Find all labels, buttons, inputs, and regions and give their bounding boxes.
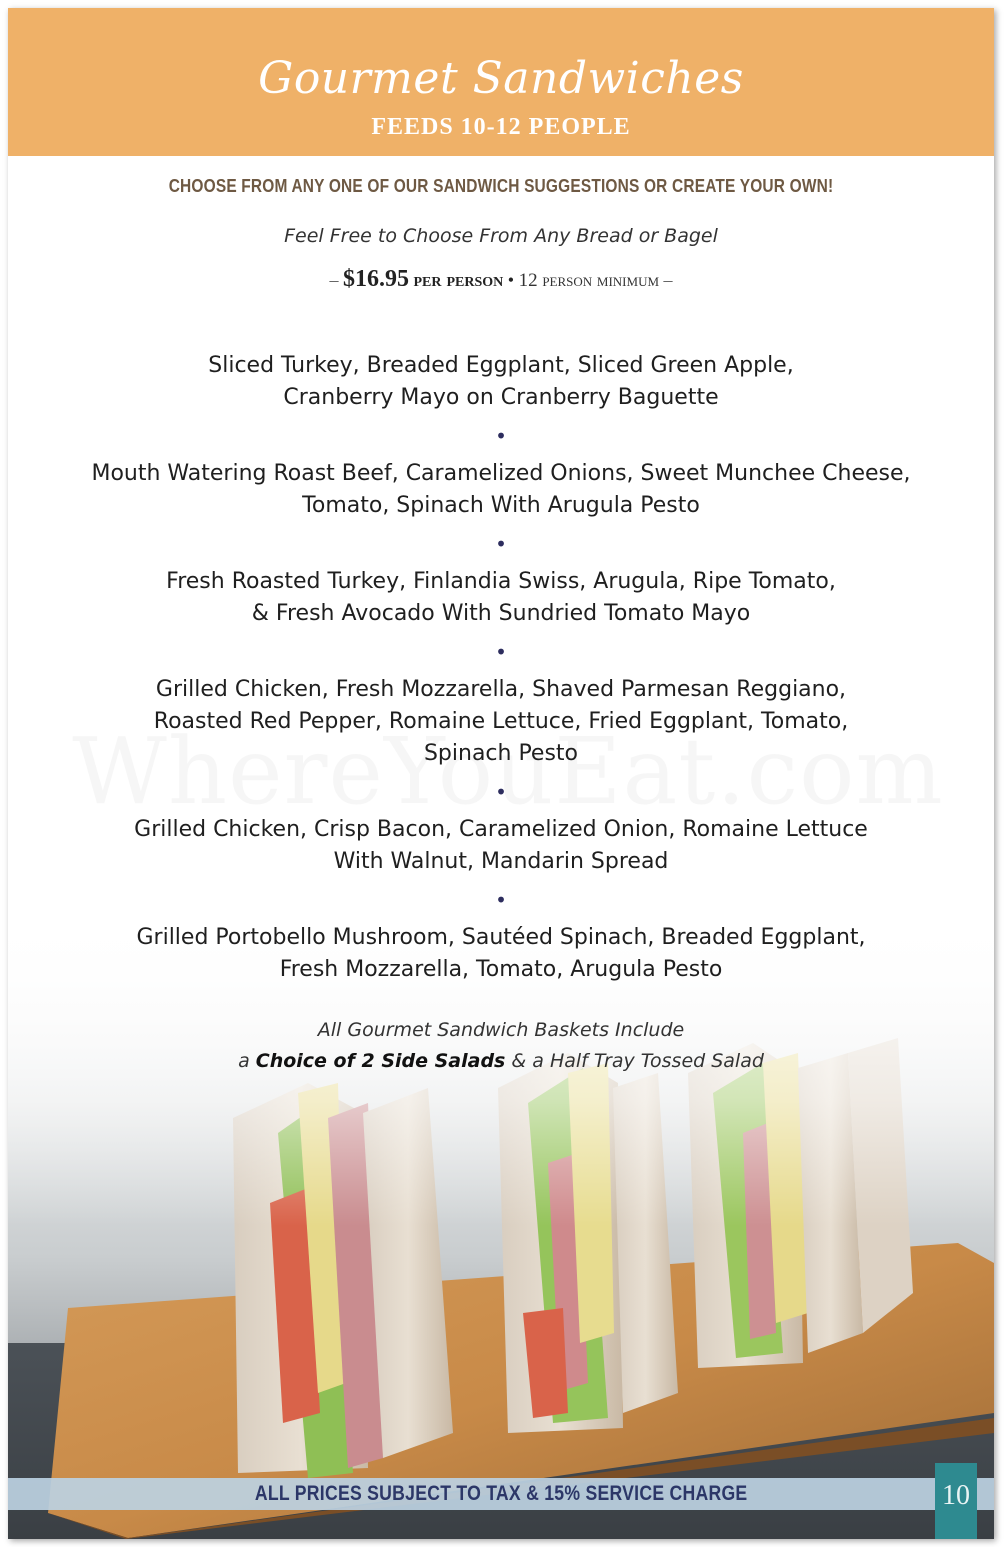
basket-line-2 bbox=[8, 1046, 994, 1077]
basket-prefix: a bbox=[238, 1050, 256, 1072]
sandwich-line: Grilled Chicken, Fresh Mozzarella, Shaved Parmesan Reggiano, bbox=[155, 677, 847, 702]
sandwich-item bbox=[51, 814, 951, 878]
sandwich-photo bbox=[8, 913, 994, 1539]
price-dash-right: – bbox=[663, 270, 673, 290]
sandwich-list bbox=[8, 350, 994, 986]
sandwich-item bbox=[51, 566, 951, 630]
price-per-person: per person bbox=[413, 269, 504, 291]
basket-suffix: & a Half Tray Tossed Salad bbox=[505, 1050, 764, 1072]
header-banner bbox=[8, 8, 994, 156]
tax-service-notice: ALL PRICES SUBJECT TO TAX & 15% SERVICE CHARGE bbox=[254, 1482, 748, 1505]
sandwich-line: Spinach Pesto bbox=[423, 741, 579, 766]
side-salads-highlight: Choice of 2 Side Salads bbox=[255, 1050, 506, 1072]
page-number: 10 bbox=[935, 1463, 977, 1539]
sandwich-line: With Walnut, Mandarin Spread bbox=[333, 849, 669, 874]
price-minimum: 12 person minimum bbox=[518, 270, 660, 291]
sandwich-item bbox=[51, 350, 951, 414]
sandwich-line: Grilled Chicken, Crisp Bacon, Caramelized Onion, Romaine Lettuce bbox=[134, 817, 868, 842]
footer-bar bbox=[8, 1478, 994, 1510]
page-title: Gourmet Sandwiches bbox=[258, 53, 744, 104]
sandwich-line: Roasted Red Pepper, Romaine Lettuce, Fried Eggplant, Tomato, bbox=[153, 709, 849, 734]
sandwich-line: Mouth Watering Roast Beef, Caramelized Onions, Sweet Munchee Cheese, bbox=[91, 461, 911, 486]
price-separator: • bbox=[507, 270, 515, 290]
bullet-divider: • bbox=[495, 424, 507, 448]
price-line bbox=[8, 266, 994, 293]
sandwich-photo-illustration bbox=[8, 913, 994, 1539]
serving-size: FEEDS 10-12 PEOPLE bbox=[371, 114, 631, 140]
sandwich-line: Grilled Portobello Mushroom, Sautéed Spinach, Breaded Eggplant, bbox=[136, 925, 866, 950]
sandwich-line: & Fresh Avocado With Sundried Tomato Mayo bbox=[251, 601, 751, 626]
sandwich-item bbox=[51, 674, 951, 770]
sandwich-line: Tomato, Spinach With Arugula Pesto bbox=[302, 493, 700, 518]
menu-page bbox=[8, 8, 994, 1539]
sandwich-item bbox=[51, 922, 951, 986]
sandwich-line: Sliced Turkey, Breaded Eggplant, Sliced Green Apple, bbox=[208, 353, 794, 378]
basket-line-1: All Gourmet Sandwich Baskets Include bbox=[317, 1019, 685, 1041]
bullet-divider: • bbox=[495, 780, 507, 804]
bullet-divider: • bbox=[495, 640, 507, 664]
sandwich-line: Cranberry Mayo on Cranberry Baguette bbox=[283, 385, 719, 410]
sandwich-line: Fresh Roasted Turkey, Finlandia Swiss, Arugula, Ripe Tomato, bbox=[166, 569, 836, 594]
bullet-divider: • bbox=[495, 888, 507, 912]
price-dash-left: – bbox=[329, 270, 339, 290]
choose-instruction: CHOOSE FROM ANY ONE OF OUR SANDWICH SUGGESTIONS OR CREATE YOUR OWN! bbox=[168, 176, 834, 196]
basket-note bbox=[8, 1015, 994, 1077]
bread-note: Feel Free to Choose From Any Bread or Bagel bbox=[284, 225, 718, 247]
bullet-divider: • bbox=[495, 532, 507, 556]
price-amount: $16.95 bbox=[342, 266, 409, 292]
sandwich-line: Fresh Mozzarella, Tomato, Arugula Pesto bbox=[279, 957, 723, 982]
sandwich-item bbox=[51, 458, 951, 522]
